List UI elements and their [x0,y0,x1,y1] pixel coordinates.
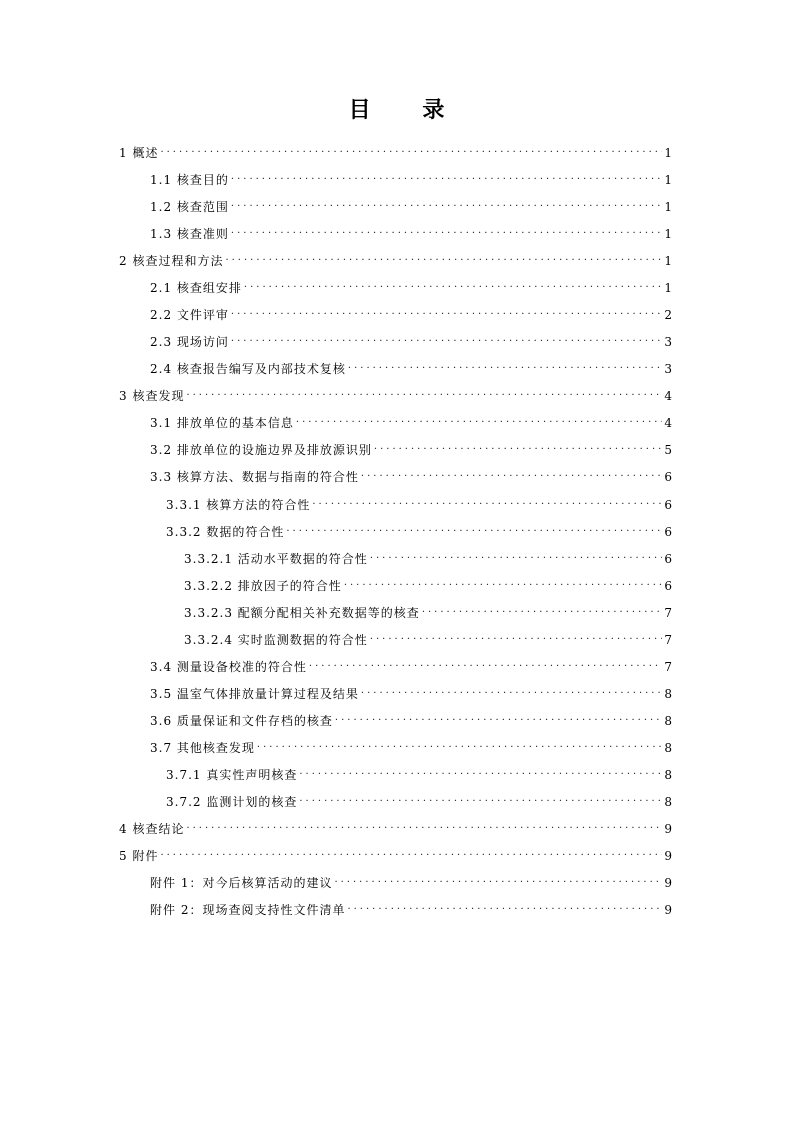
toc-entry-label: 3.3.2.4 实时监测数据的符合性 [184,633,368,647]
toc-leader-dots [160,842,662,869]
toc-entry-page: 5 [664,442,672,457]
toc-entry-label: 1.2 核查范围 [150,200,229,214]
toc-entry-page: 1 [664,199,672,214]
toc-leader-dots [244,274,662,301]
toc-entry-page: 9 [664,875,672,890]
toc-entry-label: 3.3.1 核算方法的符合性 [166,498,311,512]
toc-entry-page: 8 [664,740,672,755]
toc-entry-page: 1 [664,172,672,187]
toc-leader-dots [257,734,662,761]
toc-entry[interactable] [166,518,672,545]
toc-leader-dots [231,166,662,193]
toc-leader-dots [299,761,662,788]
toc-leader-dots [348,355,662,382]
toc-leader-dots [374,436,662,463]
toc-entry-label: 3.2 排放单位的设施边界及排放源识别 [150,443,372,457]
toc-entry-label: 2.4 核查报告编写及内部技术复核 [150,362,346,376]
toc-entry[interactable] [119,382,672,409]
toc-entry[interactable] [166,491,672,518]
toc-entry[interactable] [184,626,672,653]
toc-entry-page: 4 [664,415,672,430]
toc-entry[interactable] [150,220,672,247]
toc-entry-page: 6 [664,497,672,512]
toc-entry-page: 8 [664,794,672,809]
toc-entry[interactable] [166,788,672,815]
toc-leader-dots [296,409,662,436]
toc-leader-dots [361,680,662,707]
toc-entry-label: 5 附件 [119,849,159,863]
toc-entry-page: 1 [664,253,672,268]
toc-entry[interactable] [119,815,672,842]
toc-leader-dots [361,463,662,490]
toc-entry-page: 6 [664,578,672,593]
toc-leader-dots [160,139,662,166]
toc-entry-label: 3.4 测量设备校准的符合性 [150,660,307,674]
toc-entry-page: 7 [664,605,672,620]
toc-entry-page: 8 [664,767,672,782]
toc-entry[interactable] [150,274,672,301]
toc-leader-dots [231,301,662,328]
toc-entry-label: 3.3 核算方法、数据与指南的符合性 [150,470,359,484]
toc-entry-label: 1.3 核查准则 [150,227,229,241]
toc-entry-label: 2.2 文件评审 [150,308,229,322]
toc-entry-label: 1 概述 [119,146,159,160]
toc-entry-label: 3 核查发现 [119,389,185,403]
toc-entry-page: 7 [664,659,672,674]
toc-entry-page: 6 [664,524,672,539]
toc-entry-page: 4 [664,388,672,403]
toc-entry-label: 2.1 核查组安排 [150,281,242,295]
toc-leader-dots [231,193,662,220]
toc-entry-page: 7 [664,632,672,647]
toc-entry[interactable] [150,301,672,328]
toc-entry-label: 3.3.2.2 排放因子的符合性 [184,579,342,593]
toc-entry-page: 9 [664,848,672,863]
toc-entry[interactable] [150,707,672,734]
toc-entry-label: 3.5 温室气体排放量计算过程及结果 [150,687,359,701]
toc-entry-page: 1 [664,226,672,241]
toc-entry-page: 8 [664,713,672,728]
toc-entry[interactable] [150,680,672,707]
toc-leader-dots [370,626,663,653]
toc-leader-dots [225,247,662,274]
toc-entry[interactable] [119,247,672,274]
toc-entry[interactable] [184,599,672,626]
toc-leader-dots [299,788,662,815]
toc-entry-page: 9 [664,902,672,917]
toc-entry[interactable] [150,869,672,896]
toc-entry-page: 1 [664,145,672,160]
toc-entry-label: 4 核查结论 [119,822,185,836]
toc-entry[interactable] [150,166,672,193]
toc-leader-dots [186,382,662,409]
toc-entry[interactable] [119,842,672,869]
toc-leader-dots [334,869,662,896]
toc-entry[interactable] [184,572,672,599]
toc-entry-page: 6 [664,469,672,484]
toc-leader-dots [422,599,663,626]
toc-entry-page: 3 [664,361,672,376]
toc-entry[interactable] [184,545,672,572]
toc-leader-dots [312,491,662,518]
toc-entry[interactable] [166,761,672,788]
toc-entry-label: 3.7.2 监测计划的核查 [166,795,298,809]
toc-entry-label: 3.3.2 数据的符合性 [166,525,285,539]
toc-leader-dots [370,545,663,572]
toc-entry-label: 2.3 现场访问 [150,335,229,349]
toc-entry-label: 3.3.2.1 活动水平数据的符合性 [184,552,368,566]
toc-leader-dots [344,572,663,599]
toc-entry-page: 1 [664,280,672,295]
toc-entry[interactable] [119,139,672,166]
toc-entry-page: 8 [664,686,672,701]
toc-entry-label: 附件 1：对今后核算活动的建议 [150,876,333,890]
toc-leader-dots [347,896,662,923]
toc-entry-label: 2 核查过程和方法 [119,254,224,268]
toc-leader-dots [231,328,662,355]
toc-entry-page: 6 [664,551,672,566]
toc-entry-page: 2 [664,307,672,322]
toc-leader-dots [186,815,662,842]
toc-entry[interactable] [150,653,672,680]
toc-entry[interactable] [150,896,672,923]
toc-leader-dots [231,220,662,247]
page-title: 目 录 [348,98,467,123]
toc-entry-label: 附件 2：现场查阅支持性文件清单 [150,903,346,917]
toc-entry[interactable] [150,436,672,463]
toc-entry[interactable] [150,409,672,436]
toc-leader-dots [309,653,662,680]
toc-entry-label: 3.6 质量保证和文件存档的核查 [150,714,333,728]
toc-entry-page: 3 [664,334,672,349]
toc-entry-page: 9 [664,821,672,836]
toc-entry-label: 3.7.1 真实性声明核查 [166,768,298,782]
toc-leader-dots [335,707,662,734]
toc-entry[interactable] [150,193,672,220]
toc-entry-label: 3.1 排放单位的基本信息 [150,416,294,430]
toc-entry[interactable] [150,355,672,382]
toc-entry-label: 1.1 核查目的 [150,173,229,187]
toc-entry[interactable] [150,734,672,761]
toc-entry[interactable] [150,463,672,490]
toc-leader-dots [286,518,662,545]
toc-entry[interactable] [150,328,672,355]
toc-entry-label: 3.7 其他核查发现 [150,741,255,755]
toc-entry-label: 3.3.2.3 配额分配相关补充数据等的核查 [184,606,420,620]
